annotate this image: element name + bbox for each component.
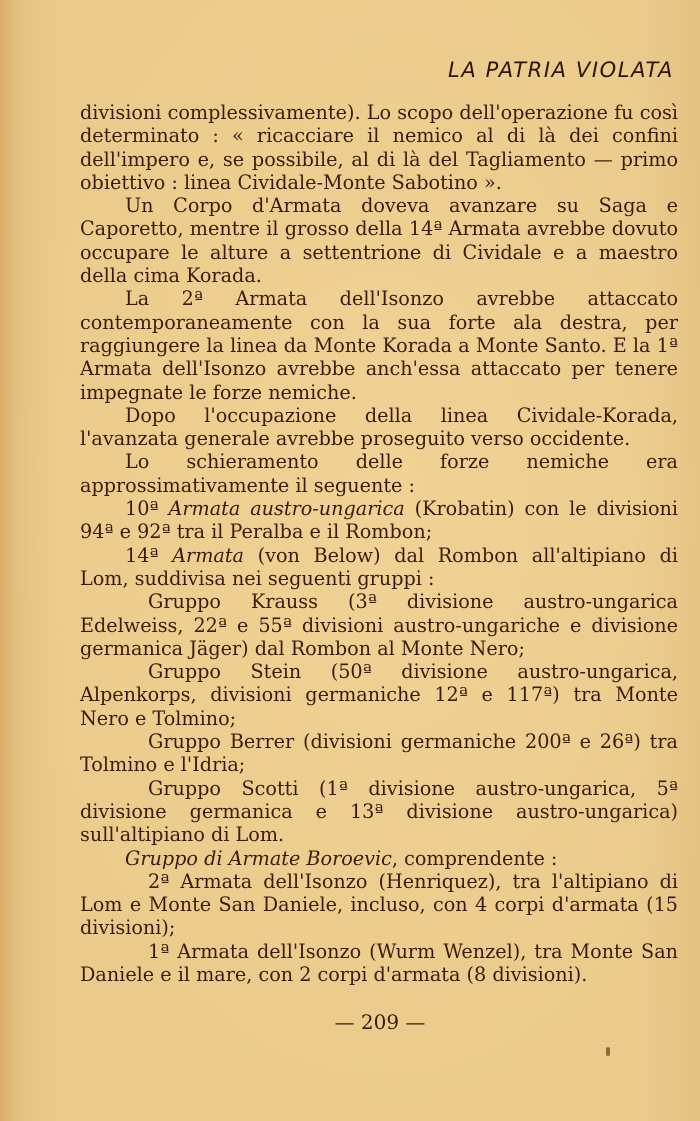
army-detail: (von Below) dal Rombon all'altipiano di Lom, suddivisa nei seguenti gruppi : xyxy=(80,543,678,590)
army-entry xyxy=(80,544,678,591)
army-name: Armata xyxy=(172,543,245,567)
army-group-name: Gruppo di Armate Boroevic xyxy=(125,846,392,870)
paragraph: La 2ª Armata dell'Isonzo avrebbe attaccato contemporaneamente con la sua forte ala destra, per raggiungere la linea da Monte Korada a Monte Santo. E la 1ª Armata dell'Isonzo avrebbe anch'essa attaccato per tenere impegnate le forze nemiche. xyxy=(80,287,678,404)
army-group-entry xyxy=(80,847,678,870)
group-entry: Gruppo Scotti (1ª divisione austro-ungarica, 5ª divisione germanica e 13ª divisione austro-ungarica) sull'altipiano di Lom. xyxy=(80,776,678,847)
paper-speck xyxy=(606,1047,610,1056)
group-entry: Gruppo Krauss (3ª divisione austro-ungarica Edelweiss, 22ª e 55ª divisioni austro-ungariche e divisione germanica Jäger) dal Rombon al Monte Nero; xyxy=(80,590,678,660)
group-entry: Gruppo Berrer (divisioni germaniche 200ª e 26ª) tra Tolmino e l'Idria; xyxy=(80,730,678,777)
army-entry: 2ª Armata dell'Isonzo (Henriquez), tra l'altipiano di Lom e Monte San Daniele, incluso, con 4 corpi d'armata (15 divisioni); xyxy=(80,869,678,940)
body-text xyxy=(80,101,678,986)
paragraph: Lo schieramento delle forze nemiche era approssimativamente il seguente : xyxy=(80,450,678,497)
paragraph: Un Corpo d'Armata doveva avanzare su Saga e Caporetto, mentre il grosso della 14ª Armata avrebbe dovuto occupare le alture a settentrione di Cividale e a maestro della cima Korada. xyxy=(80,194,678,288)
paragraph: Dopo l'occupazione della linea Cividale-Korada, l'avanzata generale avrebbe proseguito verso occidente. xyxy=(80,403,678,451)
group-entry: Gruppo Stein (50ª divisione austro-ungarica, Alpenkorps, divisioni germaniche 12ª e 117ª) tra Monte Nero e Tolmino; xyxy=(80,660,678,730)
page-number: — 209 — xyxy=(334,1010,426,1034)
army-detail: (Krobatin) con le divisioni 94ª e 92ª tra il Peralba e il Rombon; xyxy=(80,497,678,544)
paragraph: divisioni complessivamente). Lo scopo dell'operazione fu così determinato : « ricacciare il nemico al di là dei confini dell'impero e, se possibile, al di là del Tagliamento — primo obiettivo : linea Cividale-Monte Sabotino ». xyxy=(80,101,678,194)
army-entry xyxy=(80,497,678,544)
army-number: 10ª xyxy=(125,497,169,521)
running-title: LA PATRIA VIOLATA xyxy=(448,58,674,82)
army-number: 14ª xyxy=(125,543,173,567)
army-group-detail: , comprendente : xyxy=(391,846,558,870)
army-name: Armata austro-ungarica xyxy=(168,497,405,521)
army-entry: 1ª Armata dell'Isonzo (Wurm Wenzel), tra Monte San Daniele e il mare, con 2 corpi d'armata (8 divisioni). xyxy=(80,939,678,986)
